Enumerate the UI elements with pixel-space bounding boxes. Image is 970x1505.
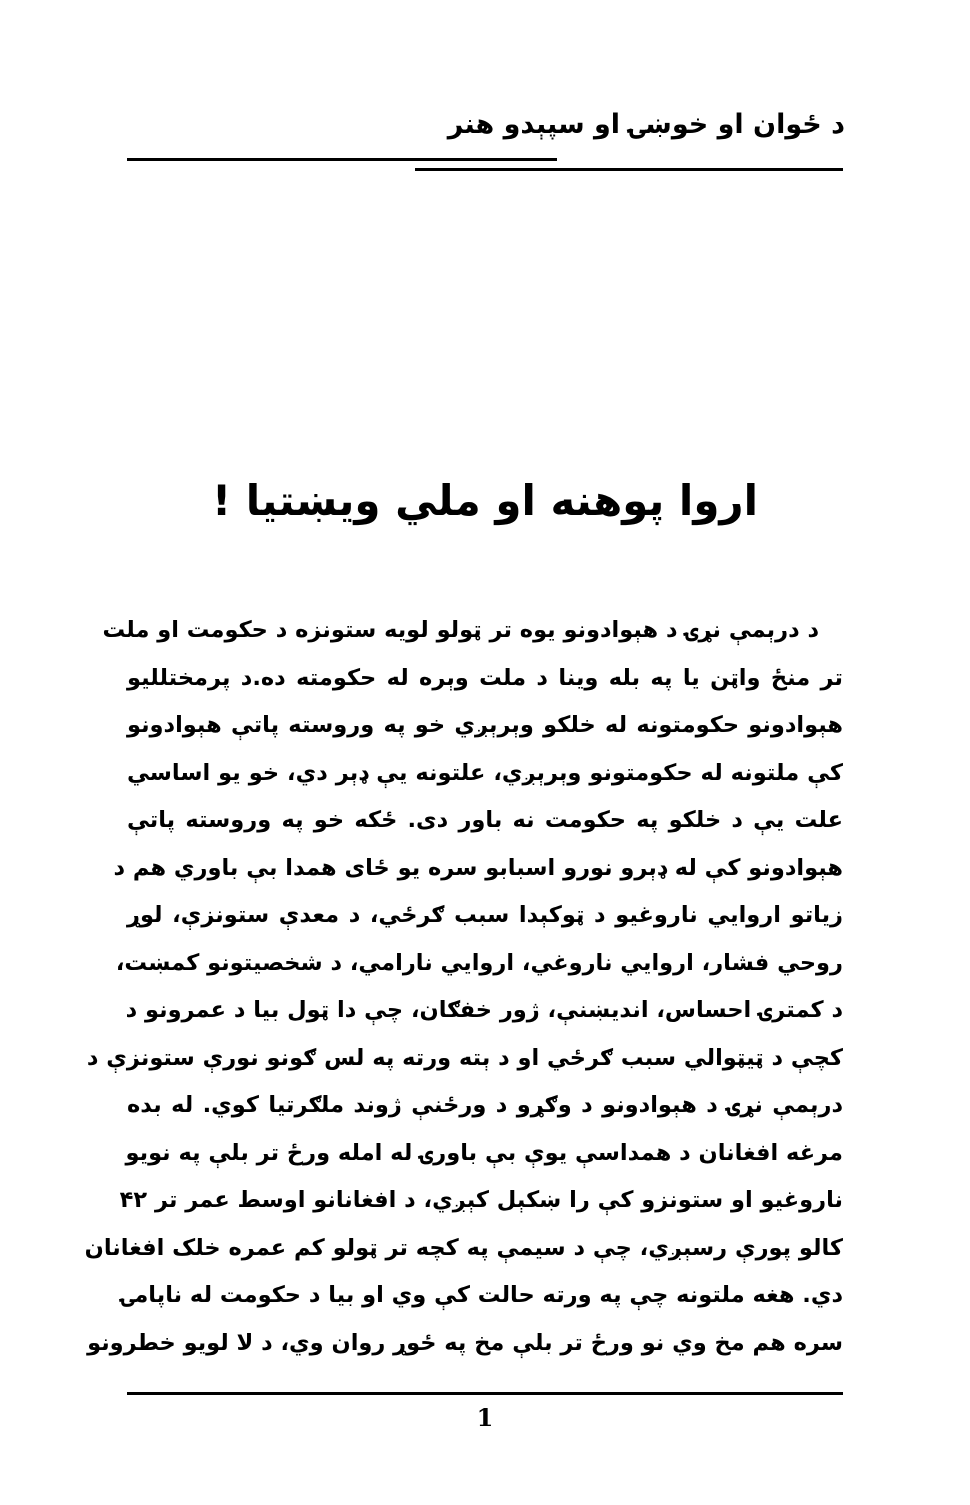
body-paragraph bbox=[84, 607, 843, 1367]
chapter-title: اروا پوهنه او ملي ويښتيا ! bbox=[212, 476, 758, 525]
running-header: د ځوان او خوښۍ او سپېدو هنر bbox=[447, 109, 845, 140]
body-line: دي. هغه ملتونه چې په ورته حالت کې وي او بيا د حکومت له ناپامۍ bbox=[121, 1282, 843, 1308]
body-line: روحي فشار، اروايي ناروغي، اروايي نارامي، د شخصيتونو کمښت، bbox=[115, 949, 843, 976]
body-line: مرغه افغانان د همداسې يوې بې باورۍ له امله ورځ تر بلې په نويو bbox=[125, 1139, 843, 1166]
body-line: ناروغيو او ستونزو کې را ښکېل کېږي، د افغانانو اوسط عمر تر ۴۲ bbox=[119, 1187, 843, 1213]
body-line: کچې د ټيټوالي سبب ګرځي او د ېته ورته په لس ګونو نورې ستونزې د bbox=[86, 1044, 843, 1071]
body-line: درېمې نړۍ د هېوادونو د وګړو د ورځنې ژوند ملګرتيا کوي. له بده bbox=[127, 1092, 843, 1118]
body-line: د کمترۍ احساس، انديښنې، ژور خفګان، چې دا ټول بيا د عمرونو د bbox=[125, 997, 843, 1023]
body-line: سره هم مخ وي نو ورځ تر بلې مخ په ځوړ روان وي، د لا لويو خطرونو bbox=[87, 1329, 843, 1356]
body-line: زياتو اروايي ناروغيو د ټوکېدا سبب ګرځي، د معدې ستونزې، لوړ bbox=[127, 902, 843, 928]
body-line: د درېمې نړۍ د هېوادونو يوه تر ټولو لويه ستونزه د حکومت او ملت bbox=[102, 617, 819, 643]
header-rule-lower bbox=[415, 168, 843, 171]
page-number: 1 bbox=[476, 1403, 494, 1432]
body-line: تر منځ واټن يا په بله وينا د ملت وېره له حکومته ده.د پرمختلليو bbox=[127, 664, 843, 691]
body-line: کالو پورې رسېږي، چې د سيمې په کچه تر ټولو کم عمره خلک افغانان bbox=[84, 1234, 843, 1261]
body-line: هېوادونو کې له ډېرو نورو اسبابو سره يو ځای همدا بې باوري هم د bbox=[113, 854, 843, 881]
body-line: کې ملتونه له حکومتونو وېرېږي، علتونه يې ډېر دي، خو يو اساسي bbox=[127, 759, 843, 786]
body-line: هېوادونو حکومتونه له خلکو وېرېږي خو په وروسته پاتې هېوادونو bbox=[127, 712, 843, 738]
body-line: علت يې د خلکو په حکومت نه باور دی. ځکه خو په وروسته پاتې bbox=[127, 807, 843, 833]
footer-rule bbox=[127, 1392, 843, 1395]
header-rule-upper bbox=[127, 158, 557, 161]
